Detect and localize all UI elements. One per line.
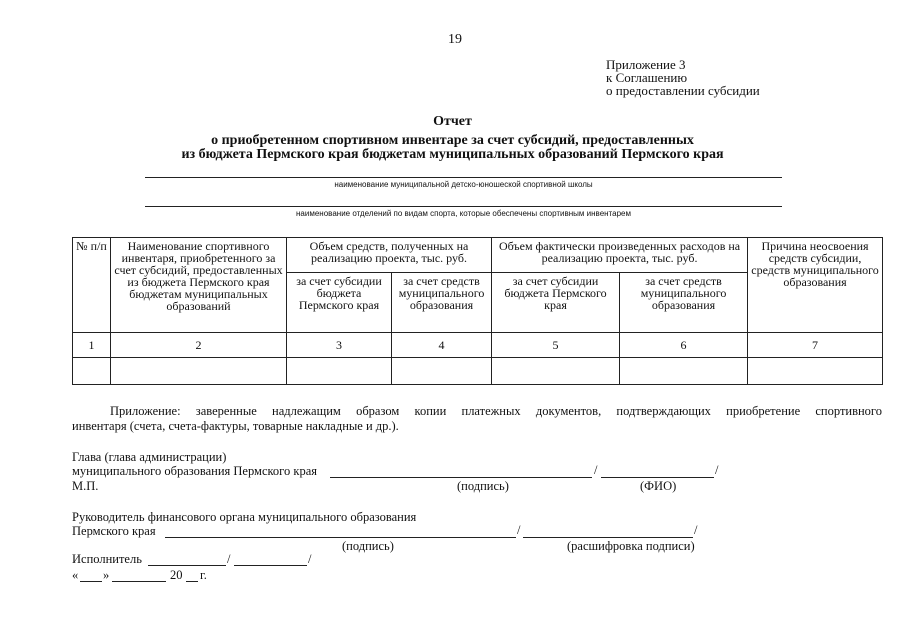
date-quote-open: « [72,568,79,582]
report-subtitle-line-1: о приобретенном спортивном инвентаре за счет субсидий, предоставленных [211,133,694,148]
table-header-row-1 [73,238,883,273]
executor-name-line[interactable] [148,565,226,566]
attachment-note: Приложение: заверенные надлежащим образом копии платежных документов, подтверждающих приобретение спортивного [110,404,882,418]
empty-cell[interactable] [287,358,392,385]
date-year-suffix: г. [200,568,207,582]
finance-decoding-line[interactable] [523,537,693,538]
table-number-row [73,333,883,358]
header-spent-regional: за счет субсидии бюджета Пермского края [492,273,620,333]
header-received-funds: Объем средств, полученных на реализацию проекта, тыс. руб. [287,238,492,273]
column-number-2: 2 [111,333,287,358]
empty-cell[interactable] [620,358,748,385]
date-month-line[interactable] [112,581,166,582]
header-num: № п/п [73,238,111,333]
empty-cell[interactable] [111,358,287,385]
head-fio-caption: (ФИО) [640,479,677,493]
departments-name-caption: наименование отделений по видам спорта, которые обеспечены спортивным инвентарем [296,209,631,218]
annex-line-3: о предоставлении субсидии [606,83,760,98]
finance-signature-caption: (подпись) [342,539,394,553]
executor-label: Исполнитель [72,552,142,566]
annex-header [606,58,760,97]
report-subtitle-line-2: из бюджета Пермского края бюджетам муниципальных образований Пермского края [181,147,724,162]
column-number-7: 7 [748,333,883,358]
executor-phone-line[interactable] [234,565,307,566]
school-name-caption: наименование муниципальной детско-юношеской спортивной школы [334,180,593,189]
header-inventory-name: Наименование спортивного инвентаря, приобретенного за счет субсидий, предоставленных из бюджета Пермского края бюджетам муниципальных образований [111,238,287,333]
header-spent-municipal: за счет средств муниципального образования [620,273,748,333]
finance-slash-1: / [517,523,521,537]
column-number-3: 3 [287,333,392,358]
column-number-4: 4 [392,333,492,358]
column-number-5: 5 [492,333,620,358]
finance-title-line-1: Руководитель финансового органа муниципального образования [72,510,417,524]
empty-cell[interactable] [392,358,492,385]
head-signature-line[interactable] [330,477,592,478]
empty-cell[interactable] [73,358,111,385]
date-year-line[interactable] [186,581,198,582]
header-spent-funds: Объем фактически произведенных расходов на реализацию проекта, тыс. руб. [492,238,748,273]
column-number-6: 6 [620,333,748,358]
school-name-line[interactable] [145,177,782,178]
empty-cell[interactable] [748,358,883,385]
page-number: 19 [448,32,462,47]
header-reason: Причина неосвоения средств субсидии, средств муниципального образования [748,238,883,333]
head-title-line-1: Глава (глава администрации) [72,450,227,464]
head-fio-line[interactable] [601,477,714,478]
attachment-note-continued: инвентаря (счета, счета-фактуры, товарные накладные и др.). [72,419,399,433]
date-year-prefix: 20 [170,568,183,582]
executor-slash-2: / [308,552,312,566]
head-slash-2: / [715,463,719,477]
stamp-place: М.П. [72,479,99,493]
annex-line-1: Приложение 3 [606,57,686,72]
column-number-1: 1 [73,333,111,358]
table-row [73,358,883,385]
finance-decoding-caption: (расшифровка подписи) [567,539,695,553]
report-title: Отчет [433,114,472,129]
finance-title-line-2: Пермского края [72,524,156,538]
date-day-line[interactable] [80,581,102,582]
report-table [72,237,883,385]
finance-slash-2: / [694,523,698,537]
departments-name-line[interactable] [145,206,782,207]
date-quote-close: » [103,568,110,582]
head-title-line-2: муниципального образования Пермского края [72,464,317,478]
finance-signature-line[interactable] [165,537,516,538]
head-signature-caption: (подпись) [457,479,509,493]
executor-slash-1: / [227,552,231,566]
header-received-regional: за счет субсидии бюджета Пермского края [287,273,392,333]
head-slash-1: / [594,463,598,477]
empty-cell[interactable] [492,358,620,385]
header-received-municipal: за счет средств муниципального образования [392,273,492,333]
annex-line-2: к Соглашению [606,70,688,85]
